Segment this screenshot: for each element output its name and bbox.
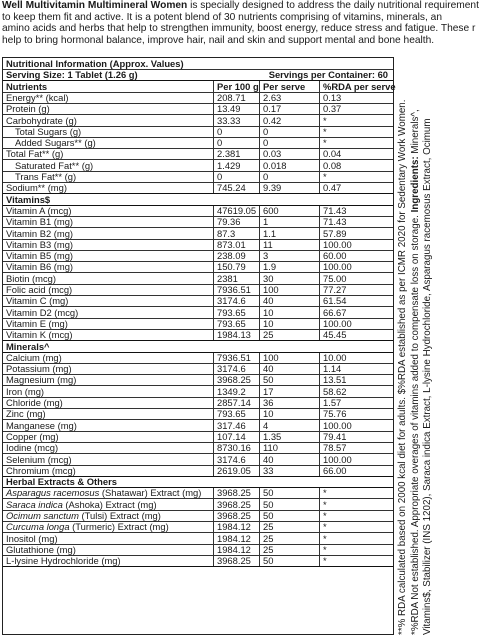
per-100g-value: 3174.6 — [217, 295, 246, 307]
table-row — [3, 115, 393, 127]
rda-value: 0.13 — [323, 91, 342, 103]
section-header — [3, 194, 393, 206]
nutrient-name — [6, 228, 73, 239]
nutrient-latin-name: Asparagus racemosus — [6, 487, 100, 499]
nutrient-label: Manganese (mg) — [6, 419, 77, 431]
rda-value: 10.00 — [323, 351, 347, 363]
rda-value: * — [323, 543, 327, 555]
per-serve-value: 0 — [263, 125, 269, 137]
nutrient-label: Iodine (mcg) — [6, 442, 59, 454]
nutrient-name — [15, 126, 81, 137]
per-serve-value: 10 — [263, 306, 274, 318]
nutrient-label: Carbohydrate (g) — [6, 114, 77, 126]
per-serve-value: 1.9 — [263, 261, 277, 273]
per-serve-value: 40 — [263, 295, 274, 307]
intro-line-3: amino acids and herbs that help to strengthen immunity, boost energy, reduce stress and fatigue. These r — [2, 23, 476, 35]
nutrient-label: Vitamin B2 (mg) — [6, 227, 74, 239]
per-100g-value: 7936.51 — [217, 351, 251, 363]
nutrient-name — [6, 499, 157, 510]
table-row — [3, 295, 393, 307]
nutrient-name — [6, 261, 73, 272]
per-serve-value: 2.63 — [263, 91, 282, 103]
per-100g-value: 3968.25 — [217, 510, 251, 521]
nutrient-name — [6, 307, 78, 318]
per-100g-value: 3174.6 — [217, 363, 246, 375]
rda-value: 78.57 — [323, 442, 347, 454]
table-row — [3, 329, 393, 341]
rda-value: 13.51 — [323, 374, 347, 386]
nutrient-name — [6, 239, 73, 250]
rda-value: * — [323, 555, 327, 567]
nutrient-label: (Shatawar) Extract (mg) — [99, 487, 202, 499]
table-row — [3, 363, 393, 375]
rda-value: 66.00 — [323, 464, 347, 476]
intro-line-1: Well Multivitamin Multimineral Women is specially designed to address the daily nutritional requirement — [2, 0, 479, 11]
rda-value: * — [323, 171, 327, 182]
per-serve-value: 50 — [263, 555, 274, 567]
nutrient-name — [6, 216, 73, 227]
section-title: Vitamins$ — [6, 193, 51, 205]
per-serve-value: 0 — [263, 137, 269, 149]
table-title — [3, 58, 393, 70]
per-100g-value: 1984.13 — [217, 329, 251, 341]
nutrient-label: Total Fat** (g) — [6, 148, 64, 160]
intro-line-4: help to bring hormonal balance, improve hair, nail and skin and support mental and bone health. — [2, 34, 435, 46]
table-row — [3, 126, 393, 138]
per-100g-value: 3968.25 — [217, 555, 251, 567]
per-serve-value: 600 — [263, 204, 279, 216]
ingredients-note: *%RDA Not established. Appropriate overages of vitamins added to compensate loss on storage. Ingredients: Minerals^, — [409, 109, 421, 635]
rda-value: 0.47 — [323, 182, 342, 194]
per-serve-value: 0.42 — [263, 114, 282, 126]
table-row — [3, 307, 393, 319]
nutrient-name — [6, 408, 46, 419]
table-row — [3, 386, 393, 398]
rda-value: 100.00 — [323, 317, 352, 329]
table-row — [3, 533, 393, 545]
section-header — [3, 341, 393, 353]
table-row — [3, 397, 393, 409]
per-serve-value: 10 — [263, 408, 274, 420]
per-100g-value: 3968.25 — [217, 498, 251, 510]
table-row — [3, 465, 393, 477]
nutrient-label: Trans Fat** (g) — [15, 171, 77, 182]
table-row — [3, 510, 393, 522]
per-100g-value: 208.71 — [217, 91, 246, 103]
rda-value: 71.43 — [323, 204, 347, 216]
table-row — [3, 137, 393, 149]
rda-value: 1.14 — [323, 363, 342, 375]
nutrient-name — [6, 431, 59, 442]
nutrient-name — [6, 273, 56, 284]
ingredients-label: Ingredients: — [409, 156, 421, 213]
nutrient-name — [6, 454, 72, 465]
per-100g-value: 317.46 — [217, 419, 246, 431]
per-serve-value: 30 — [263, 272, 274, 284]
per-100g-value: 0 — [217, 125, 223, 137]
per-serve-value: 4 — [263, 419, 269, 431]
nutrient-label: Glutathione (mg) — [6, 543, 76, 555]
per-serve-value: 3 — [263, 250, 269, 262]
nutrient-name — [6, 284, 72, 295]
per-serve-value: 0 — [263, 171, 269, 182]
per-100g-value: 745.24 — [217, 182, 246, 194]
per-100g-value: 8730.16 — [217, 442, 251, 454]
per-100g-value: 0 — [217, 171, 223, 182]
per-serve-value: 25 — [263, 532, 274, 544]
per-100g-value: 793.65 — [217, 408, 246, 420]
per-100g-value: 47619.05 — [217, 204, 257, 216]
nutrient-name — [6, 363, 72, 374]
column-header: Per serve — [263, 80, 306, 92]
nutrient-name — [6, 465, 76, 476]
nutrient-name — [6, 374, 76, 385]
rda-value: 100.00 — [323, 261, 352, 273]
nutrient-name — [6, 148, 63, 159]
intro-line-2: to keep them fit and active. It is a potent blend of 30 nutrients comprising of vitamins, minerals, an — [2, 11, 442, 23]
table-row — [3, 261, 393, 273]
rda-value: 79.41 — [323, 430, 347, 442]
per-100g-value: 13.49 — [217, 103, 241, 115]
nutrient-label: Vitamin K (mcg) — [6, 329, 73, 341]
table-row — [3, 352, 393, 364]
table-row — [3, 442, 393, 454]
nutrient-name — [6, 103, 50, 114]
column-header: %RDA per serve — [323, 80, 396, 92]
table-row — [3, 148, 393, 160]
per-100g-value: 7936.51 — [217, 284, 251, 295]
table-row — [3, 487, 393, 499]
per-100g-value: 0 — [217, 137, 223, 149]
table-row — [3, 284, 393, 296]
side-notes — [397, 60, 449, 635]
nutrient-name — [6, 115, 77, 126]
column-header: Per 100 g — [217, 80, 259, 92]
per-100g-value: 3968.25 — [217, 487, 251, 499]
nutrient-label: (Ashoka) Extract (mg) — [62, 498, 157, 510]
section-title: Herbal Extracts & Others — [6, 476, 117, 488]
nutrient-name — [15, 137, 96, 148]
per-100g-value: 79.36 — [217, 216, 241, 228]
nutrient-name — [6, 329, 73, 340]
per-100g-value: 2857.14 — [217, 397, 251, 408]
per-serve-value: 17 — [263, 385, 274, 397]
table-row — [3, 431, 393, 443]
table-row — [3, 160, 393, 172]
rda-value: 45.45 — [323, 329, 347, 341]
rda-value: 57.89 — [323, 227, 347, 239]
nutrient-label: Sodium** (mg) — [6, 182, 67, 194]
nutrient-label: Biotin (mcg) — [6, 272, 57, 284]
nutrient-name — [6, 386, 44, 397]
nutrient-label: Vitamin E (mg) — [6, 317, 68, 329]
serving-size: Serving Size: 1 Tablet (1.26 g) — [6, 69, 138, 81]
per-serve-value: 50 — [263, 487, 274, 499]
per-serve-value: 25 — [263, 521, 274, 533]
servings-per-container: Servings per Container: 60 — [268, 69, 388, 81]
table-row — [3, 182, 393, 194]
rda-value: * — [323, 137, 327, 149]
nutrient-label: L-lysine Hydrochloride (mg) — [6, 555, 121, 567]
table-row — [3, 103, 393, 115]
table-row — [3, 250, 393, 262]
table-row — [3, 374, 393, 386]
per-100g-value: 2.381 — [217, 148, 241, 160]
per-100g-value: 150.79 — [217, 261, 246, 273]
per-100g-value: 793.65 — [217, 317, 246, 329]
per-100g-value: 1984.12 — [217, 543, 251, 555]
rda-value: 75.76 — [323, 408, 347, 420]
header-row — [3, 80, 396, 93]
rda-note: **% RDA calculated based on 2000 kcal diet for adults. $%RDA established as per ICMR 2020 for Sedentary Work Women. — [397, 99, 408, 635]
rda-value: * — [323, 498, 327, 510]
per-serve-value: 50 — [263, 498, 274, 510]
nutrient-label: Energy** (kcal) — [6, 91, 69, 103]
per-100g-value: 238.09 — [217, 250, 246, 262]
nutrient-name — [6, 352, 62, 363]
rda-value: 71.43 — [323, 216, 347, 228]
serving-row — [3, 69, 393, 81]
per-serve-value: 33 — [263, 464, 274, 476]
nutrient-label: Magnesium (mg) — [6, 374, 77, 386]
nutrient-label: Vitamin B3 (mg) — [6, 238, 74, 250]
table-title-text: Nutritional Information (Approx. Values) — [6, 58, 184, 69]
nutrient-label: Vitamin B1 (mg) — [6, 216, 74, 228]
per-serve-value: 40 — [263, 363, 274, 375]
per-100g-value: 1349.2 — [217, 385, 246, 397]
rda-value: 0.04 — [323, 148, 342, 160]
per-100g-value: 2381 — [217, 272, 238, 284]
table-row — [3, 239, 393, 251]
table-row — [3, 92, 393, 104]
rda-value: 66.67 — [323, 306, 347, 318]
nutrient-label: Inositol (mg) — [6, 532, 58, 544]
nutrient-label: Selenium (mcg) — [6, 453, 72, 465]
nutrient-label: Added Sugars** (g) — [15, 137, 96, 149]
nutrient-label: Protein (g) — [6, 103, 50, 115]
rda-value: * — [323, 125, 327, 137]
side-notes-text — [397, 60, 435, 635]
per-serve-value: 40 — [263, 453, 274, 465]
per-serve-value: 1.35 — [263, 430, 282, 442]
rda-value: * — [323, 521, 327, 533]
rda-value: 0.37 — [323, 103, 342, 115]
rda-value: 77.27 — [323, 284, 347, 295]
table-row — [3, 555, 393, 567]
nutrient-name — [6, 533, 58, 544]
nutrient-name — [6, 442, 58, 453]
nutrient-label: Chromium (mcg) — [6, 464, 76, 476]
table-row — [3, 171, 393, 183]
table-row — [3, 521, 393, 533]
table-row — [3, 228, 393, 240]
nutrient-label: Vitamin B5 (mg) — [6, 250, 74, 262]
nutrient-label: Iron (mg) — [6, 385, 45, 397]
nutrient-name — [6, 544, 76, 555]
per-serve-value: 0.17 — [263, 103, 282, 115]
per-serve-value: 11 — [263, 238, 273, 250]
per-serve-value: 9.39 — [263, 182, 282, 194]
rda-value: * — [323, 114, 327, 126]
nutrient-label: Zinc (mg) — [6, 408, 46, 420]
rda-value: * — [323, 510, 327, 521]
nutrient-name — [6, 250, 73, 261]
per-serve-value: 110 — [263, 442, 278, 454]
per-serve-value: 25 — [263, 543, 274, 555]
nutrient-label: Chloride (mg) — [6, 397, 63, 408]
per-serve-value: 0.018 — [263, 159, 287, 171]
nutrient-latin-name: Ocimum sanctum — [6, 510, 79, 521]
nutrient-name — [6, 397, 63, 408]
per-100g-value: 1984.12 — [217, 532, 251, 544]
nutrient-label: Copper (mg) — [6, 430, 59, 442]
column-header: Nutrients — [6, 80, 48, 92]
per-100g-value: 873.01 — [217, 238, 246, 250]
per-100g-value: 3968.25 — [217, 374, 251, 386]
section-header — [3, 476, 393, 488]
rda-value: 58.62 — [323, 385, 347, 397]
intro-text — [2, 0, 479, 46]
nutrient-name — [6, 182, 67, 193]
nutrient-label: Saturated Fat** (g) — [15, 159, 94, 171]
nutrient-name — [15, 171, 76, 182]
nutrient-latin-name: Saraca indica — [6, 498, 63, 510]
nutrient-name — [6, 420, 77, 431]
per-serve-value: 100 — [263, 351, 279, 363]
rda-value: * — [323, 532, 327, 544]
per-serve-value: 10 — [263, 317, 274, 329]
table-row — [3, 454, 393, 466]
per-serve-value: 50 — [263, 510, 274, 521]
nutrient-label: Calcium (mg) — [6, 351, 62, 363]
nutrient-name — [6, 487, 201, 498]
table-row — [3, 544, 393, 556]
rda-value: 60.00 — [323, 250, 347, 262]
table-row — [3, 205, 393, 217]
per-100g-value: 33.33 — [217, 114, 241, 126]
nutrient-name — [6, 205, 71, 216]
nutrient-name — [6, 318, 68, 329]
nutrient-label: Vitamin D2 (mcg) — [6, 306, 79, 318]
per-100g-value: 2619.05 — [217, 464, 251, 476]
per-serve-value: 50 — [263, 374, 274, 386]
nutrient-name — [6, 510, 161, 521]
nutrient-label: Vitamin A (mcg) — [6, 204, 72, 216]
table-row — [3, 499, 393, 511]
per-100g-value: 107.14 — [217, 430, 246, 442]
table-row — [3, 216, 393, 228]
table-row — [3, 318, 393, 330]
section-title: Minerals^ — [6, 340, 50, 352]
table-row — [3, 408, 393, 420]
per-serve-value: 36 — [263, 397, 274, 408]
per-serve-value: 1.1 — [263, 227, 277, 239]
rda-value: 1.57 — [323, 397, 342, 408]
nutrient-label: Potassium (mg) — [6, 363, 72, 375]
per-100g-value: 1.429 — [217, 159, 241, 171]
product-name: Well Multivitamin Multimineral Women — [2, 0, 188, 11]
rda-value: 100.00 — [323, 238, 352, 250]
rda-value: 100.00 — [323, 453, 352, 465]
rda-value: 61.54 — [323, 295, 347, 307]
per-100g-value: 87.3 — [217, 227, 236, 239]
nutrient-label: Total Sugars (g) — [15, 125, 82, 137]
nutrient-label: Vitamin B6 (mg) — [6, 261, 74, 273]
nutrient-label: Vitamin C (mg) — [6, 295, 69, 307]
table-row — [3, 420, 393, 432]
nutrient-latin-name: Curcuma longa — [6, 521, 70, 533]
rda-value: * — [323, 487, 327, 499]
per-serve-value: 100 — [263, 284, 279, 295]
table-row — [3, 273, 393, 285]
nutrient-name — [15, 160, 93, 171]
per-serve-value: 25 — [263, 329, 274, 341]
nutrient-label: Folic acid (mcg) — [6, 284, 73, 295]
nutrient-name — [6, 92, 69, 103]
rda-value: 75.00 — [323, 272, 347, 284]
rda-value: 100.00 — [323, 419, 352, 431]
nutrient-name — [6, 521, 169, 532]
per-100g-value: 1984.12 — [217, 521, 251, 533]
per-serve-value: 0.03 — [263, 148, 282, 160]
nutrient-label: (Turmeric) Extract (mg) — [69, 521, 169, 533]
per-serve-value: 1 — [263, 216, 269, 228]
per-100g-value: 793.65 — [217, 306, 246, 318]
nutrition-table — [2, 57, 394, 635]
rda-value: 0.08 — [323, 159, 342, 171]
nutrient-name — [6, 555, 121, 566]
nutrient-name — [6, 295, 68, 306]
per-100g-value: 3174.6 — [217, 453, 246, 465]
nutrient-label: (Tulsi) Extract (mg) — [78, 510, 161, 521]
ingredients-list: Vitamins$, Stabilizer (INS 1202), Saraca indica Extract, L-lysine Hydrochloride, Asparagus racemosus Extract, Ocimum — [422, 118, 433, 635]
